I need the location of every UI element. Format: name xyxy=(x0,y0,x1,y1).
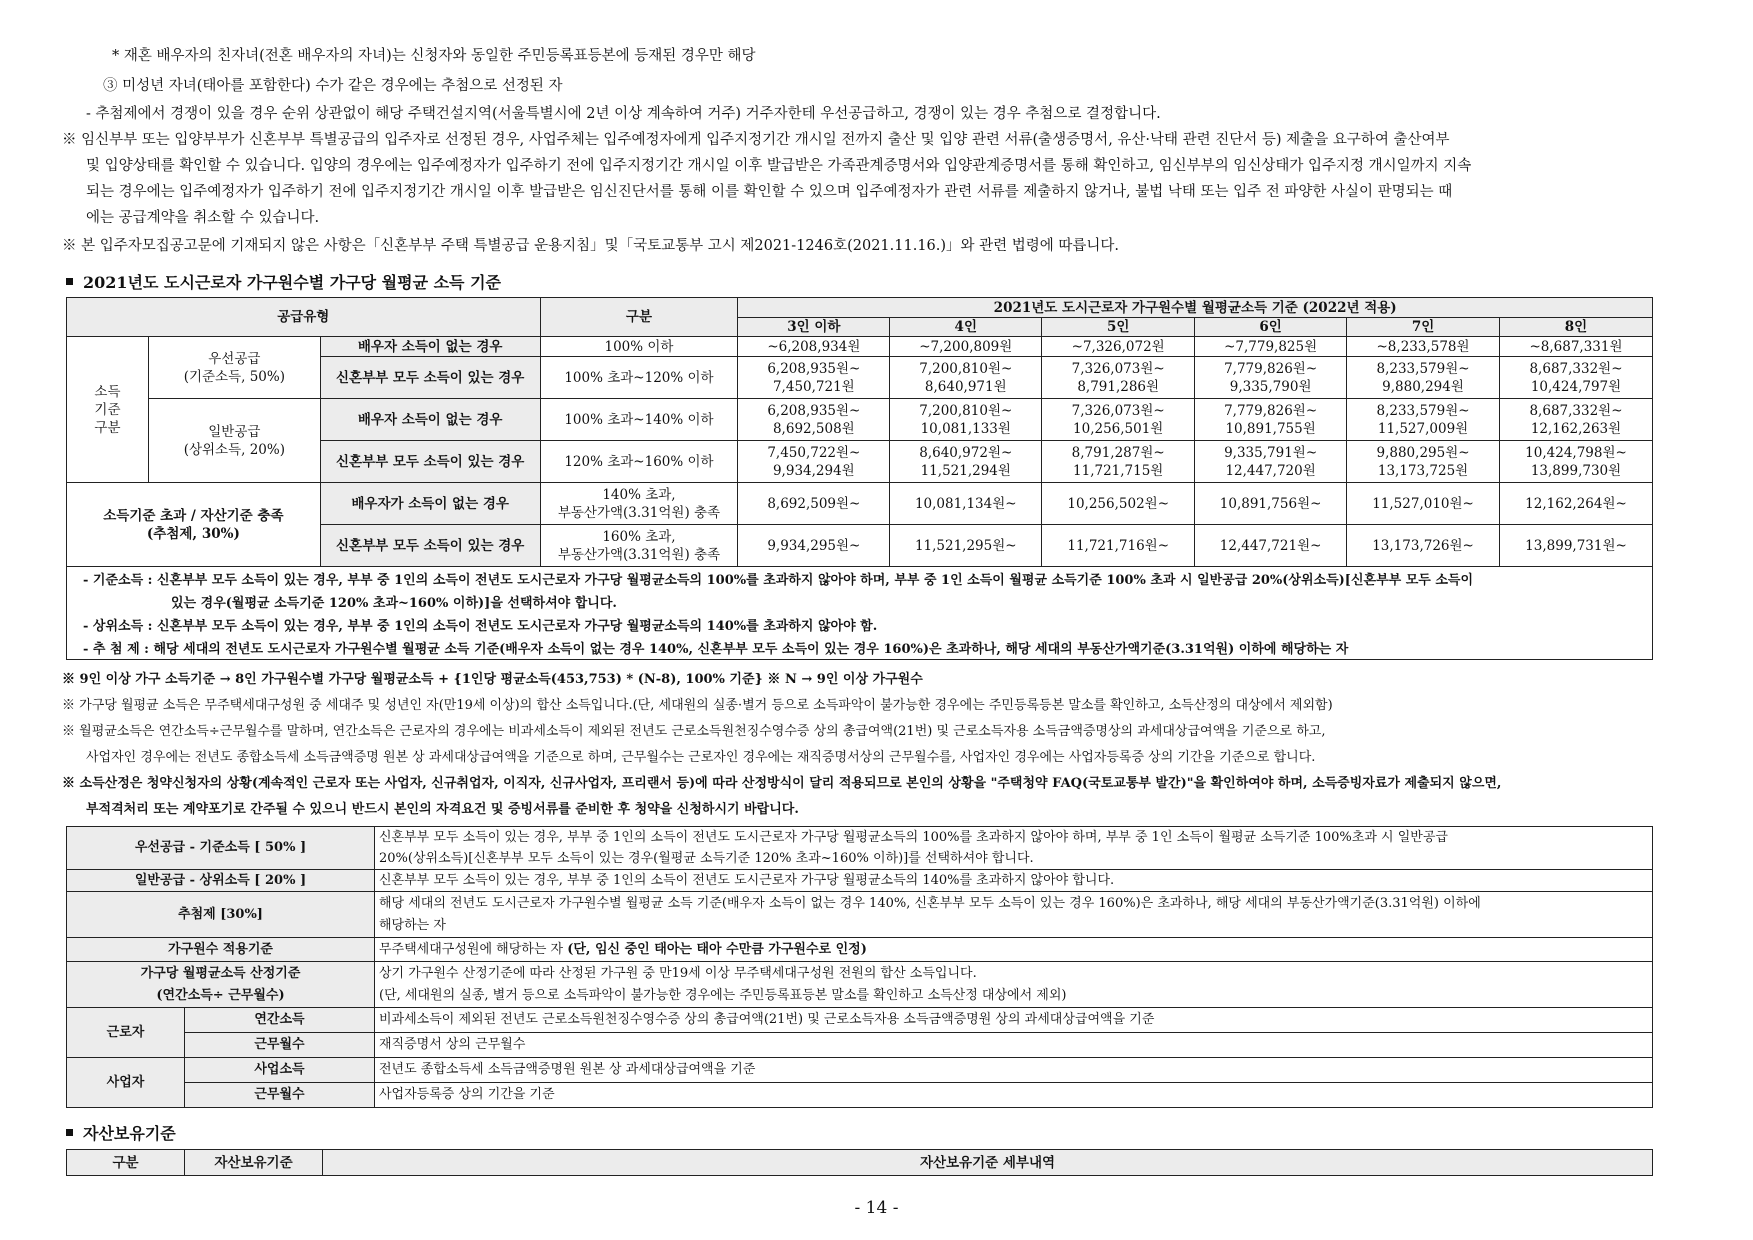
income-value-cell: 13,173,726원~ xyxy=(1347,525,1500,567)
header-size: 4인 xyxy=(890,318,1042,337)
after-note-line: ※ 월평균소득은 연간소득÷근무월수를 말하며, 연간소득은 근로자의 경우에는 비과세소득이 제외된 전년도 근로소득원천징수영수증 상의 총급여액(21번) 및 근로소득자용 소득금액증명상의 과세대상급여액을 기준으로 하고, xyxy=(62,724,1326,739)
general-label: 일반공급 - 상위소득 [ 20% ] xyxy=(67,870,375,892)
priority-desc: 신혼부부 모두 소득이 있는 경우, 부부 중 1인의 소득이 전년도 도시근로자 가구당 월평균소득의 100%를 초과하지 않아야 하며, 부부 중 1인 소득이 월평균 소득기준 100%초과 시 일반공급 20%(상위소득)[신혼부부 모두 소득이 있는 경우(월평균 소득기준 120% 초과~160% 이하)]를 선택하셔야 합니다. xyxy=(375,827,1653,870)
range-cell: 100% 이하 xyxy=(540,337,738,357)
income-value-cell: 9,880,295원~ 13,173,725원 xyxy=(1347,441,1500,483)
income-value-cell: 8,233,579원~ 11,527,009원 xyxy=(1347,399,1500,441)
square-bullet-icon xyxy=(66,1129,73,1136)
income-value-cell: 11,721,716원~ xyxy=(1042,525,1195,567)
household-desc: 무주택세대구성원에 해당하는 자 (단, 임신 중인 태아는 태아 수만큼 가구원수로 인정) xyxy=(375,938,1653,962)
income-value-cell: 7,326,073원~ 10,256,501원 xyxy=(1042,399,1195,441)
household-label: 가구원수 적용기준 xyxy=(67,938,375,962)
income-value-cell: 12,447,721원~ xyxy=(1195,525,1347,567)
condition-cell: 배우자가 소득이 없는 경우 xyxy=(320,483,540,525)
worker-label: 근로자 xyxy=(67,1008,185,1058)
range-cell: 160% 초과, 부동산가액(3.31억원) 충족 xyxy=(540,525,738,567)
lottery-supply-label: 소득기준 초과 / 자산기준 충족 (추첨제, 30%) xyxy=(67,483,321,567)
income-value-cell: 12,162,264원~ xyxy=(1500,483,1653,525)
after-note-line: ※ 가구당 월평균 소득은 무주택세대구성원 중 세대주 및 성년인 자(만19세 이상)의 합산 소득입니다.(단, 세대원의 실종·별거 등으로 소득파악이 불가능한 경우에는 주민등록등본 말소를 확인하고, 소득산정의 대상에서 제외함) xyxy=(62,698,1333,713)
income-value-cell: 8,233,579원~ 9,880,294원 xyxy=(1347,357,1500,399)
section-title-asset: 자산보유기준 xyxy=(66,1121,176,1144)
asset-table xyxy=(66,1149,1653,1176)
range-cell: 140% 초과, 부동산가액(3.31억원) 충족 xyxy=(540,483,738,525)
condition-cell: 신혼부부 모두 소득이 있는 경우 xyxy=(320,525,540,567)
range-cell: 100% 초과~120% 이하 xyxy=(540,357,738,399)
general-desc: 신혼부부 모두 소득이 있는 경우, 부부 중 1인의 소득이 전년도 도시근로자 가구당 월평균소득의 140%를 초과하지 않아야 합니다. xyxy=(375,870,1653,892)
asset-header-category: 구분 xyxy=(67,1150,185,1176)
lottery-label: 추첨제 [30%] xyxy=(67,892,375,938)
priority-label: 우선공급 - 기준소득 [ 50% ] xyxy=(67,827,375,870)
after-note-line: ※ 소득산정은 청약신청자의 상황(계속적인 근로자 또는 사업자, 신규취업자, 이직자, 신규사업자, 프리랜서 등)에 따라 산정방식이 달리 적용되므로 본인의 상황을 "주택청약 FAQ(국토교통부 발간)"을 확인하여야 하며, 소득증빙자료가 제출되지 않으면, xyxy=(62,776,1502,791)
header-size: 6인 xyxy=(1195,318,1347,337)
section-title-income: 2021년도 도시근로자 가구원수별 가구당 월평균 소득 기준 xyxy=(66,270,501,293)
intro-line: ③ 미성년 자녀(태아를 포함한다) 수가 같은 경우에는 추첨으로 선정된 자 xyxy=(103,78,563,94)
income-value-cell: 7,779,826원~ 9,335,790원 xyxy=(1195,357,1347,399)
header-main: 2021년도 도시근로자 가구원수별 월평균소득 기준 (2022년 적용) xyxy=(738,298,1653,318)
income-value-cell: 7,450,722원~ 9,934,294원 xyxy=(738,441,890,483)
after-note-line: 사업자인 경우에는 전년도 종합소득세 소득금액증명 원본 상 과세대상급여액을 기준으로 하며, 근무월수는 근로자인 경우에는 재직증명서상의 근무월수를, 사업자인 경우에는 사업자등록증 상의 기간을 기준으로 합니다. xyxy=(86,750,1316,765)
header-size: 5인 xyxy=(1042,318,1195,337)
income-value-cell: ~6,208,934원 xyxy=(738,337,890,357)
income-value-cell: 8,640,972원~ 11,521,294원 xyxy=(890,441,1042,483)
square-bullet-icon xyxy=(66,278,73,285)
table-row xyxy=(67,483,1653,525)
worker-months-desc: 재직증명서 상의 근무월수 xyxy=(375,1033,1653,1058)
business-label: 사업자 xyxy=(67,1058,185,1108)
table-row xyxy=(67,399,1653,441)
after-note-line: ※ 9인 이상 가구 소득기준 → 8인 가구원수별 가구당 월평균소득 + {1인당 평균소득(453,753) * (N-8), 100% 기준} ※ N → 9인 이상 가구원수 xyxy=(62,672,923,687)
income-value-cell: 13,899,731원~ xyxy=(1500,525,1653,567)
income-value-cell: 6,208,935원~ 7,450,721원 xyxy=(738,357,890,399)
income-value-cell: ~7,200,809원 xyxy=(890,337,1042,357)
income-value-cell: 9,934,295원~ xyxy=(738,525,890,567)
note-basic-1: - 기준소득 : 신혼부부 모두 소득이 있는 경우, 부부 중 1인의 소득이 전년도 도시근로자 가구당 월평균소득의 100%를 초과하지 않아야 하며, 부부 중 1인 소득이 월평균 소득기준 100% 초과 시 일반공급 20%(상위소득)[신혼부부 모두 소득이 xyxy=(83,573,1474,588)
income-value-cell: ~8,687,331원 xyxy=(1500,337,1653,357)
business-months-desc: 사업자등록증 상의 기간을 기준 xyxy=(375,1083,1653,1108)
note-upper: - 상위소득 : 신혼부부 모두 소득이 있는 경우, 부부 중 1인의 소득이 전년도 도시근로자 가구당 월평균소득의 140%를 초과하지 않아야 함. xyxy=(83,619,878,634)
table-notes-row xyxy=(67,567,1653,660)
calc-label: 가구당 월평균소득 산정기준 (연간소득÷ 근무월수) xyxy=(67,962,375,1008)
income-value-cell: 10,424,798원~ 13,899,730원 xyxy=(1500,441,1653,483)
worker-annual-desc: 비과세소득이 제외된 전년도 근로소득원천징수영수증 상의 총급여액(21번) 및 근로소득자용 소득금액증명원 상의 과세대상급여액을 기준 xyxy=(375,1008,1653,1033)
condition-cell: 배우자 소득이 없는 경우 xyxy=(320,337,540,357)
condition-cell: 신혼부부 모두 소득이 있는 경우 xyxy=(320,441,540,483)
business-income-label: 사업소득 xyxy=(185,1058,375,1083)
income-value-cell: 8,687,332원~ 12,162,263원 xyxy=(1500,399,1653,441)
calc-desc: 상기 가구원수 산정기준에 따라 산정된 가구원 중 만19세 이상 무주택세대구성원 전원의 합산 소득입니다. (단, 세대원의 실종, 별거 등으로 소득파악이 불가능한 경우에는 주민등록표등본 말소를 확인하고 소득산정 대상에서 제외) xyxy=(375,962,1653,1008)
income-standard-table xyxy=(66,297,1653,660)
lottery-desc: 해당 세대의 전년도 도시근로자 가구원수별 월평균 소득 기준(배우자 소득이 없는 경우 140%, 신혼부부 모두 소득이 있는 경우 160%)은 초과하나, 해당 세대의 부동산가액기준(3.31억원) 이하에 해당하는 자 xyxy=(375,892,1653,938)
after-note-line: 부적격처리 또는 계약포기로 간주될 수 있으니 반드시 본인의 자격요건 및 증빙서류를 준비한 후 청약을 신청하시기 바랍니다. xyxy=(86,802,799,817)
asset-header-standard: 자산보유기준 xyxy=(185,1150,323,1176)
priority-supply-label: 우선공급 (기준소득, 50%) xyxy=(148,337,320,399)
income-value-cell: 10,081,134원~ xyxy=(890,483,1042,525)
income-value-cell: 7,200,810원~ 10,081,133원 xyxy=(890,399,1042,441)
business-months-label: 근무월수 xyxy=(185,1083,375,1108)
income-value-cell: 8,687,332원~ 10,424,797원 xyxy=(1500,357,1653,399)
range-cell: 120% 초과~160% 이하 xyxy=(540,441,738,483)
condition-cell: 배우자 소득이 없는 경우 xyxy=(320,399,540,441)
table-row xyxy=(67,337,1653,357)
income-value-cell: 7,200,810원~ 8,640,971원 xyxy=(890,357,1042,399)
header-category: 구분 xyxy=(540,298,738,337)
income-value-cell: 6,208,935원~ 8,692,508원 xyxy=(738,399,890,441)
asset-header-detail: 자산보유기준 세부내역 xyxy=(323,1150,1653,1176)
intro-line: 에는 공급계약을 취소할 수 있습니다. xyxy=(86,210,320,226)
intro-line: - 추첨제에서 경쟁이 있을 경우 순위 상관없이 해당 주택건설지역(서울특별시에 2년 이상 계속하여 거주) 거주자한테 우선공급하고, 경쟁이 있는 경우 추첨으로 결정합니다. xyxy=(86,106,1161,122)
income-value-cell: 8,791,287원~ 11,721,715원 xyxy=(1042,441,1195,483)
intro-line: 되는 경우에는 입주예정자가 입주하기 전에 입주지정기간 개시일 이후 발급받은 임신진단서를 통해 이를 확인할 수 있으며 입주예정자가 관련 서류를 제출하지 않거나, 불법 낙태 또는 입주 전 파양한 사실이 판명되는 때 xyxy=(86,184,1453,200)
business-income-desc: 전년도 종합소득세 소득금액증명원 원본 상 과세대상급여액을 기준 xyxy=(375,1058,1653,1083)
intro-line: 및 입양상태를 확인할 수 있습니다. 입양의 경우에는 입주예정자가 입주하기 전에 입주지정기간 개시일 이후 발급받은 가족관계증명서와 입양관계증명서를 통해 확인하고, 임신부부의 임신상태가 입주지정 개시일까지 지속 xyxy=(86,158,1472,174)
condition-cell: 신혼부부 모두 소득이 있는 경우 xyxy=(320,357,540,399)
note-basic-2: 있는 경우(월평균 소득기준 120% 초과~160% 이하)]을 선택하셔야 합니다. xyxy=(171,596,617,611)
criteria-table xyxy=(66,826,1653,1108)
intro-line: ※ 본 입주자모집공고문에 기재되지 않은 사항은「신혼부부 주택 특별공급 운용지침」및「국토교통부 고시 제2021-1246호(2021.11.16.)」와 관련 법령에 따릅니다. xyxy=(62,238,1120,254)
header-size: 3인 이하 xyxy=(738,318,890,337)
header-supply-type: 공급유형 xyxy=(67,298,541,337)
income-value-cell: 8,692,509원~ xyxy=(738,483,890,525)
income-value-cell: 7,326,073원~ 8,791,286원 xyxy=(1042,357,1195,399)
general-supply-label: 일반공급 (상위소득, 20%) xyxy=(148,399,320,483)
income-value-cell: 11,527,010원~ xyxy=(1347,483,1500,525)
income-value-cell: ~7,326,072원 xyxy=(1042,337,1195,357)
income-group-label: 소득 기준 구분 xyxy=(67,337,149,483)
page-number: - 14 - xyxy=(854,1198,899,1218)
header-size: 8인 xyxy=(1500,318,1653,337)
income-value-cell: ~8,233,578원 xyxy=(1347,337,1500,357)
income-value-cell: 10,891,756원~ xyxy=(1195,483,1347,525)
worker-months-label: 근무월수 xyxy=(185,1033,375,1058)
header-size: 7인 xyxy=(1347,318,1500,337)
note-lottery: - 추 첨 제 : 해당 세대의 전년도 도시근로자 가구원수별 월평균 소득 기준(배우자 소득이 없는 경우 140%, 신혼부부 모두 소득이 있는 경우 160%)은 초과하나, 해당 세대의 부동산가액기준(3.31억원) 이하에 해당하는 자 xyxy=(83,642,1349,657)
income-value-cell: 10,256,502원~ xyxy=(1042,483,1195,525)
range-cell: 100% 초과~140% 이하 xyxy=(540,399,738,441)
table-notes xyxy=(67,567,1653,660)
income-value-cell: 11,521,295원~ xyxy=(890,525,1042,567)
income-value-cell: ~7,779,825원 xyxy=(1195,337,1347,357)
worker-annual-label: 연간소득 xyxy=(185,1008,375,1033)
intro-line: ※ 임신부부 또는 입양부부가 신혼부부 특별공급의 입주자로 선정된 경우, 사업주체는 입주예정자에게 입주지정기간 개시일 전까지 출산 및 입양 관련 서류(출생증명서, 유산·낙태 관련 진단서 등) 제출을 요구하여 출산여부 xyxy=(62,132,1450,148)
income-value-cell: 7,779,826원~ 10,891,755원 xyxy=(1195,399,1347,441)
intro-line: * 재혼 배우자의 친자녀(전혼 배우자의 자녀)는 신청자와 동일한 주민등록표등본에 등재된 경우만 해당 xyxy=(112,48,756,64)
income-value-cell: 9,335,791원~ 12,447,720원 xyxy=(1195,441,1347,483)
